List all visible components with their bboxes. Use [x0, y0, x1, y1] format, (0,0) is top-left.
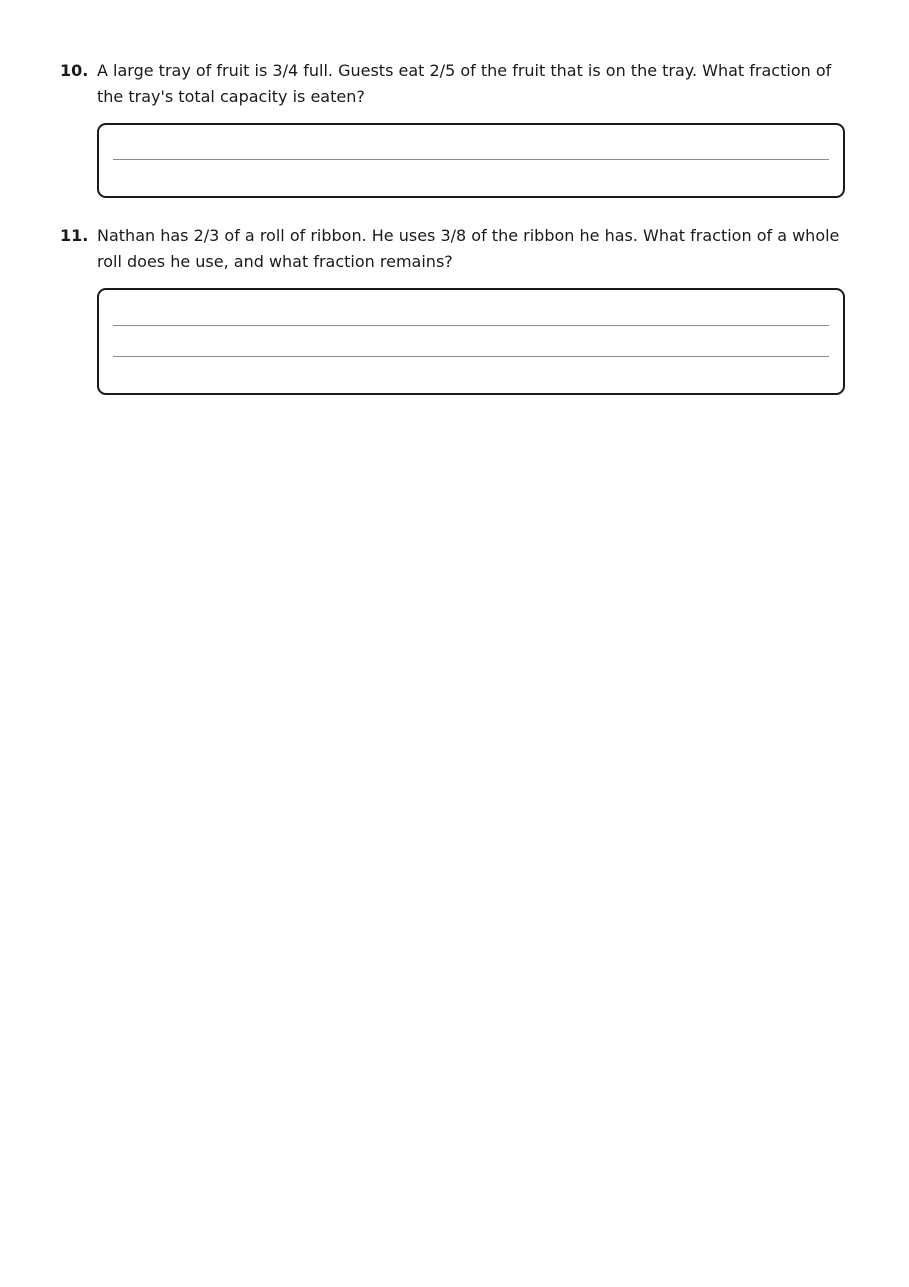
question-11-number: 11.: [60, 226, 89, 245]
question-11: [60, 223, 850, 275]
question-10: [60, 58, 850, 110]
question-10-number: 10.: [60, 61, 89, 80]
answer-line: [113, 325, 829, 326]
question-10-row: [60, 58, 850, 110]
answer-line: [113, 356, 829, 357]
question-11-row: [60, 223, 850, 275]
question-10-text: A large tray of fruit is 3/4 full. Guests eat 2/5 of the fruit that is on the tray. What fraction of the tray's total capacity is eaten?: [97, 61, 832, 106]
question-11-answer-box[interactable]: [97, 288, 845, 395]
question-10-answer-box[interactable]: [97, 123, 845, 198]
answer-line: [113, 159, 829, 160]
question-11-text: Nathan has 2/3 of a roll of ribbon. He uses 3/8 of the ribbon he has. What fraction of a whole roll does he use, and what fraction remains?: [97, 226, 840, 271]
